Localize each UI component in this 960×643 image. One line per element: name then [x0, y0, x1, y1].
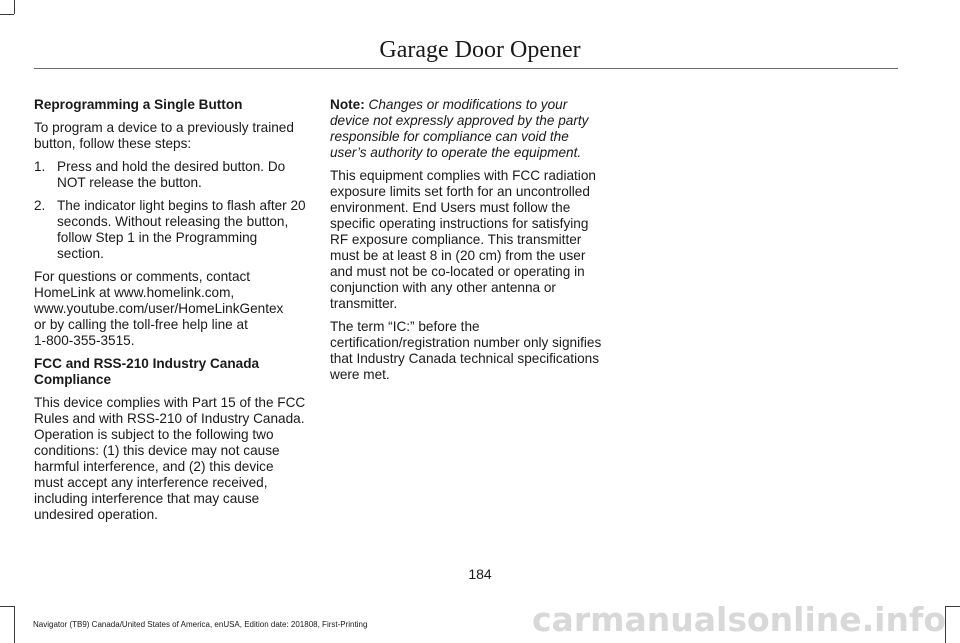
crop-mark-top-left-horizontal [0, 14, 14, 15]
crop-mark-top-left-vertical [14, 0, 15, 14]
crop-mark-bottom-left-vertical [14, 606, 15, 643]
fcc-paragraph: This device complies with Part 15 of the FCC Rules and with RSS-210 of Industry Canada. Operation is subject to the following two conditions: (1) this device may not cause harmful interference, and (2) this device must accept any interference received, including interference that may cause undesired operation. [34, 395, 306, 522]
step-text: Press and hold the desired button. Do NOT release the button. [57, 159, 286, 190]
heading-fcc-compliance: FCC and RSS-210 Industry Canada Compliance [34, 356, 260, 387]
note-text: Changes or modifications to your device not expressly approved by the party responsible for compliance can void the user’s authority to operate the equipment. [330, 97, 589, 160]
section-title: Garage Door Opener [379, 37, 581, 63]
step-number: 1. [34, 159, 46, 174]
ic-paragraph: The term “IC:” before the certification/registration number only signifies that Industry Canada technical specifications were met. [330, 319, 602, 382]
list-item [34, 198, 306, 262]
reprogramming-intro: To program a device to a previously trained button, follow these steps: [34, 120, 294, 151]
page-number: 184 [468, 566, 492, 582]
heading-reprogramming: Reprogramming a Single Button [34, 97, 243, 112]
right-column [330, 97, 602, 390]
crop-mark-bottom-left-horizontal [0, 606, 14, 607]
contact-phone: 1-800-355-3515. [34, 333, 135, 348]
step-number: 2. [34, 198, 46, 213]
crop-mark-bottom-right-horizontal [945, 606, 960, 607]
header-divider [34, 68, 898, 69]
note-paragraph [330, 97, 602, 161]
contact-line: For questions or comments, contact HomeLink at www.homelink.com, [34, 269, 251, 300]
step-text: The indicator light begins to flash after 20 seconds. Without releasing the button, follow Step 1 in the Programming section. [57, 198, 306, 261]
note-label: Note: [330, 97, 365, 112]
watermark-logo: carmanualsonline.info [532, 600, 946, 639]
contact-youtube-link[interactable]: www.youtube.com/user/HomeLinkGentex [34, 301, 284, 316]
left-column [34, 97, 306, 530]
contact-line: or by calling the toll-free help line at [34, 317, 248, 332]
fcc-exposure-paragraph: This equipment complies with FCC radiation exposure limits set forth for an uncontrolled environment. End Users must follow the specific operating instructions for satisfying RF exposure compliance. This transmitter must be at least 8 in (20 cm) from the user and must not be co-located or operating in conjunction with any other antenna or transmitter. [330, 168, 596, 311]
steps-list [34, 159, 306, 262]
edition-footer: Navigator (TB9) Canada/United States of America, enUSA, Edition date: 201808, First-Printing [33, 620, 368, 629]
list-item [34, 159, 306, 191]
contact-paragraph [34, 269, 306, 349]
